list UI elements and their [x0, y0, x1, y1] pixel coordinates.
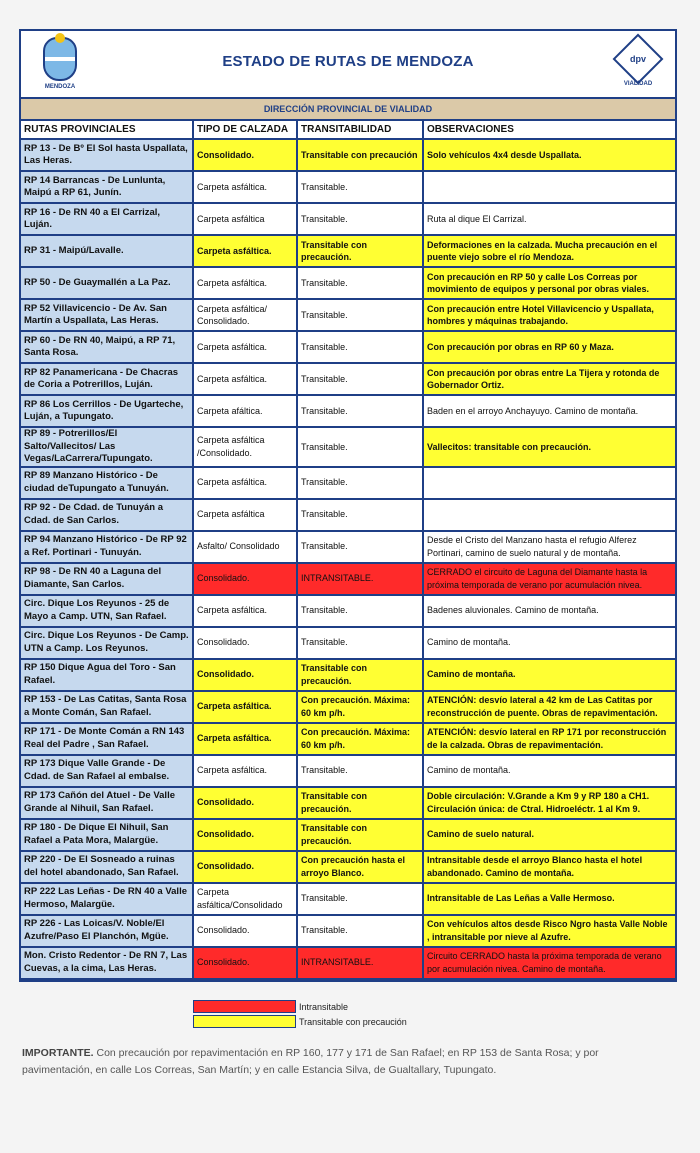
- route-cell: RP 173 Cañón del Atuel - De Valle Grande al Nihuil, San Rafael.: [21, 787, 193, 819]
- observation-cell: Baden en el arroyo Anchayuyo. Camino de montaña.: [423, 395, 675, 427]
- column-header-transit: TRANSITABILIDAD: [297, 121, 423, 139]
- observation-cell: Con precaución por obras entre La Tijera y rotonda de Gobernador Ortiz.: [423, 363, 675, 395]
- surface-cell: Carpeta asfáltica.: [193, 267, 297, 299]
- surface-cell: Consolidado.: [193, 819, 297, 851]
- route-cell: RP 92 - De Cdad. de Tunuyán a Cdad. de San Carlos.: [21, 499, 193, 531]
- legend-item-precaucion: [193, 1014, 407, 1029]
- important-note: [22, 1045, 672, 1079]
- surface-cell: Carpeta asfáltica.: [193, 723, 297, 755]
- table-row: [21, 787, 675, 819]
- legend-label: Intransitable: [299, 1001, 349, 1012]
- route-cell: RP 82 Panamericana - De Chacras de Coria a Potrerillos, Luján.: [21, 363, 193, 395]
- observation-cell: Vallecitos: transitable con precaución.: [423, 427, 675, 467]
- observation-cell: Camino de montaña.: [423, 755, 675, 787]
- legend: [193, 999, 407, 1029]
- legend-swatch-yellow: [193, 1015, 296, 1028]
- table-row: [21, 427, 675, 467]
- surface-cell: Carpeta asfáltica/Consolidado: [193, 883, 297, 915]
- surface-cell: Carpeta asfáltica/ Consolidado.: [193, 299, 297, 331]
- note-text: Con precaución por repavimentación en RP 160, 177 y 171 de San Rafael; en RP 153 de Santa Rosa; y por pavimentación, en calle Los Correas, San Martín; y en calle Estancia Silva, de Gualtallary, Tupungato.: [22, 1047, 599, 1076]
- surface-cell: Carpeta asfáltica.: [193, 595, 297, 627]
- table-row: [21, 171, 675, 203]
- note-lead: IMPORTANTE.: [22, 1047, 94, 1059]
- transit-cell: Transitable.: [297, 627, 423, 659]
- table-row: [21, 395, 675, 427]
- legend-swatch-red: [193, 1000, 296, 1013]
- route-cell: RP 31 - Maipú/Lavalle.: [21, 235, 193, 267]
- transit-cell: Transitable con precaución.: [297, 659, 423, 691]
- left-logo-caption: MENDOZA: [44, 84, 76, 90]
- surface-cell: Carpeta asfáltica.: [193, 691, 297, 723]
- column-header-routes: RUTAS PROVINCIALES: [21, 121, 193, 139]
- page-title: ESTADO DE RUTAS DE MENDOZA: [222, 53, 474, 70]
- observation-cell: Desde el Cristo del Manzano hasta el refugio Alferez Portinari, camino de suelo natural y de montaña.: [423, 531, 675, 563]
- transit-cell: Transitable.: [297, 203, 423, 235]
- transit-cell: Transitable con precaución.: [297, 819, 423, 851]
- road-status-sheet: [19, 29, 677, 982]
- transit-cell: INTRANSITABLE.: [297, 563, 423, 595]
- route-cell: RP 180 - De Dique El Nihuil, San Rafael a Pata Mora, Malargüe.: [21, 819, 193, 851]
- surface-cell: Carpeta asfáltica: [193, 203, 297, 235]
- observation-cell: ATENCIÓN: desvío lateral a 42 km de Las Catitas por reconstrucción de puente. Obras de repavimentación.: [423, 691, 675, 723]
- dpv-logo-mark: dpv: [629, 53, 647, 64]
- transit-cell: Transitable.: [297, 467, 423, 499]
- table-row: [21, 851, 675, 883]
- table-row: [21, 299, 675, 331]
- table-row: [21, 467, 675, 499]
- table-row: [21, 883, 675, 915]
- transit-cell: Transitable.: [297, 531, 423, 563]
- observation-cell: Con vehículos altos desde Risco Ngro hasta Valle Noble , intransitable por nieve al Azufre.: [423, 915, 675, 947]
- transit-cell: Transitable.: [297, 427, 423, 467]
- observation-cell: Camino de suelo natural.: [423, 819, 675, 851]
- route-cell: RP 16 - De RN 40 a El Carrizal, Luján.: [21, 203, 193, 235]
- route-cell: RP 50 - De Guaymallén a La Paz.: [21, 267, 193, 299]
- observation-cell: Con precaución en RP 50 y calle Los Correas por movimiento de equipos y personal por obras viales.: [423, 267, 675, 299]
- route-cell: RP 222 Las Leñas - De RN 40 a Valle Hermoso, Malargüe.: [21, 883, 193, 915]
- route-cell: RP 60 - De RN 40, Maipú, a RP 71, Santa Rosa.: [21, 331, 193, 363]
- transit-cell: Con precaución. Máxima: 60 km p/h.: [297, 723, 423, 755]
- observation-cell: Intransitable de Las Leñas a Valle Hermoso.: [423, 883, 675, 915]
- route-cell: RP 98 - De RN 40 a Laguna del Diamante, San Carlos.: [21, 563, 193, 595]
- surface-cell: Carpeta asfáltica.: [193, 171, 297, 203]
- table-row: [21, 595, 675, 627]
- table-row: [21, 627, 675, 659]
- observation-cell: [423, 171, 675, 203]
- surface-cell: Carpeta asfáltica.: [193, 467, 297, 499]
- table-row: [21, 267, 675, 299]
- legend-item-intransitable: [193, 999, 407, 1014]
- legend-label: Transitable con precaución: [299, 1016, 407, 1027]
- surface-cell: Consolidado.: [193, 659, 297, 691]
- transit-cell: Transitable.: [297, 395, 423, 427]
- surface-cell: Carpeta asfáltica: [193, 499, 297, 531]
- table-row: [21, 499, 675, 531]
- table-row: [21, 755, 675, 787]
- agency-subtitle: DIRECCIÓN PROVINCIAL DE VIALIDAD: [21, 99, 675, 121]
- surface-cell: Carpeta asfáltica.: [193, 363, 297, 395]
- table-row: [21, 331, 675, 363]
- route-cell: Mon. Cristo Redentor - De RN 7, Las Cuevas, a la cima, Las Heras.: [21, 947, 193, 979]
- route-cell: RP 226 - Las Loicas/V. Noble/El Azufre/Paso El Planchón, Mgüe.: [21, 915, 193, 947]
- transit-cell: Transitable.: [297, 915, 423, 947]
- transit-cell: Con precaución hasta el arroyo Blanco.: [297, 851, 423, 883]
- route-cell: RP 52 Villavicencio - De Av. San Martín a Uspallata, Las Heras.: [21, 299, 193, 331]
- vialidad-logo: [615, 37, 661, 91]
- observation-cell: ATENCIÓN: desvío lateral en RP 171 por reconstrucción de la calzada. Obras de repavimentación.: [423, 723, 675, 755]
- transit-cell: Transitable con precaución.: [297, 787, 423, 819]
- route-cell: Circ. Dique Los Reyunos - 25 de Mayo a Camp. UTN, San Rafael.: [21, 595, 193, 627]
- surface-cell: Carpeta asfáltica.: [193, 235, 297, 267]
- table-header-row: [21, 121, 675, 139]
- table-row: [21, 723, 675, 755]
- table-row: [21, 563, 675, 595]
- observation-cell: CERRADO el circuito de Laguna del Diamante hasta la próxima temporada de verano por acumulación nivea.: [423, 563, 675, 595]
- surface-cell: Consolidado.: [193, 563, 297, 595]
- observation-cell: Doble circulación: V.Grande a Km 9 y RP 180 a CH1. Circulación única: de Ctral. Hidroeléctr. 1 al Km 9.: [423, 787, 675, 819]
- sheet-header: [21, 31, 675, 99]
- surface-cell: Carpeta asfáltica.: [193, 331, 297, 363]
- table-row: [21, 659, 675, 691]
- transit-cell: Transitable con precaución: [297, 139, 423, 171]
- surface-cell: Consolidado.: [193, 787, 297, 819]
- transit-cell: Transitable.: [297, 299, 423, 331]
- observation-cell: [423, 467, 675, 499]
- observation-cell: Badenes aluvionales. Camino de montaña.: [423, 595, 675, 627]
- transit-cell: Transitable con precaución.: [297, 235, 423, 267]
- route-cell: RP 153 - De Las Catitas, Santa Rosa a Monte Comán, San Rafael.: [21, 691, 193, 723]
- surface-cell: Consolidado.: [193, 139, 297, 171]
- table-row: [21, 531, 675, 563]
- table-row: [21, 915, 675, 947]
- transit-cell: Transitable.: [297, 595, 423, 627]
- surface-cell: Consolidado.: [193, 851, 297, 883]
- surface-cell: Carpeta asfáltica.: [193, 755, 297, 787]
- observation-cell: Con precaución entre Hotel Villavicencio y Uspallata, hombres y máquinas trabajando.: [423, 299, 675, 331]
- route-cell: RP 14 Barrancas - De Lunlunta, Maipú a RP 61, Junín.: [21, 171, 193, 203]
- transit-cell: Con precaución. Máxima: 60 km p/h.: [297, 691, 423, 723]
- table-row: [21, 203, 675, 235]
- transit-cell: Transitable.: [297, 171, 423, 203]
- table-row: [21, 947, 675, 979]
- surface-cell: Asfalto/ Consolidado: [193, 531, 297, 563]
- column-header-surface: TIPO DE CALZADA: [193, 121, 297, 139]
- observation-cell: Circuito CERRADO hasta la próxima temporada de verano por acumulación nivea. Camino de montaña.: [423, 947, 675, 979]
- table-row: [21, 819, 675, 851]
- transit-cell: Transitable.: [297, 755, 423, 787]
- surface-cell: Carpeta asfáltica /Consolidado.: [193, 427, 297, 467]
- observation-cell: Camino de montaña.: [423, 659, 675, 691]
- route-cell: RP 13 - De Bº El Sol hasta Uspallata, Las Heras.: [21, 139, 193, 171]
- surface-cell: Consolidado.: [193, 627, 297, 659]
- route-cell: RP 150 Dique Agua del Toro - San Rafael.: [21, 659, 193, 691]
- table-row: [21, 691, 675, 723]
- transit-cell: Transitable.: [297, 363, 423, 395]
- observation-cell: Camino de montaña.: [423, 627, 675, 659]
- observation-cell: Intransitable desde el arroyo Blanco hasta el hotel abandonado. Camino de montaña.: [423, 851, 675, 883]
- route-cell: RP 173 Dique Valle Grande - De Cdad. de San Rafael al embalse.: [21, 755, 193, 787]
- transit-cell: Transitable.: [297, 883, 423, 915]
- right-logo-caption: VIALIDAD: [623, 81, 653, 87]
- surface-cell: Consolidado.: [193, 947, 297, 979]
- observation-cell: Deformaciones en la calzada. Mucha precaución en el puente viejo sobre el río Mendoza.: [423, 235, 675, 267]
- table-row: [21, 139, 675, 171]
- table-row: [21, 235, 675, 267]
- observation-cell: [423, 499, 675, 531]
- route-cell: RP 89 Manzano Histórico - De ciudad deTupungato a Tunuyán.: [21, 467, 193, 499]
- route-cell: RP 220 - De El Sosneado a ruinas del hotel abandonado, San Rafael.: [21, 851, 193, 883]
- sun-icon: [55, 33, 65, 43]
- route-cell: Circ. Dique Los Reyunos - De Camp. UTN a Camp. Los Reyunos.: [21, 627, 193, 659]
- column-header-observations: OBSERVACIONES: [423, 121, 675, 139]
- transit-cell: INTRANSITABLE.: [297, 947, 423, 979]
- route-cell: RP 171 - De Monte Comán a RN 143 Real del Padre , San Rafael.: [21, 723, 193, 755]
- observation-cell: Con precaución por obras en RP 60 y Maza.: [423, 331, 675, 363]
- surface-cell: Consolidado.: [193, 915, 297, 947]
- route-cell: RP 94 Manzano Histórico - De RP 92 a Ref. Portinari - Tunuyán.: [21, 531, 193, 563]
- table-row: [21, 363, 675, 395]
- surface-cell: Carpeta afáltica.: [193, 395, 297, 427]
- transit-cell: Transitable.: [297, 331, 423, 363]
- transit-cell: Transitable.: [297, 267, 423, 299]
- routes-table: [21, 121, 675, 980]
- observation-cell: Ruta al dique El Carrizal.: [423, 203, 675, 235]
- observation-cell: Solo vehículos 4x4 desde Uspallata.: [423, 139, 675, 171]
- route-cell: RP 89 - Potrerillos/El Salto/Vallecitos/ Las Vegas/LaCarrera/Tupungato.: [21, 427, 193, 467]
- route-cell: RP 86 Los Cerrillos - De Ugarteche, Luján, a Tupungato.: [21, 395, 193, 427]
- transit-cell: Transitable.: [297, 499, 423, 531]
